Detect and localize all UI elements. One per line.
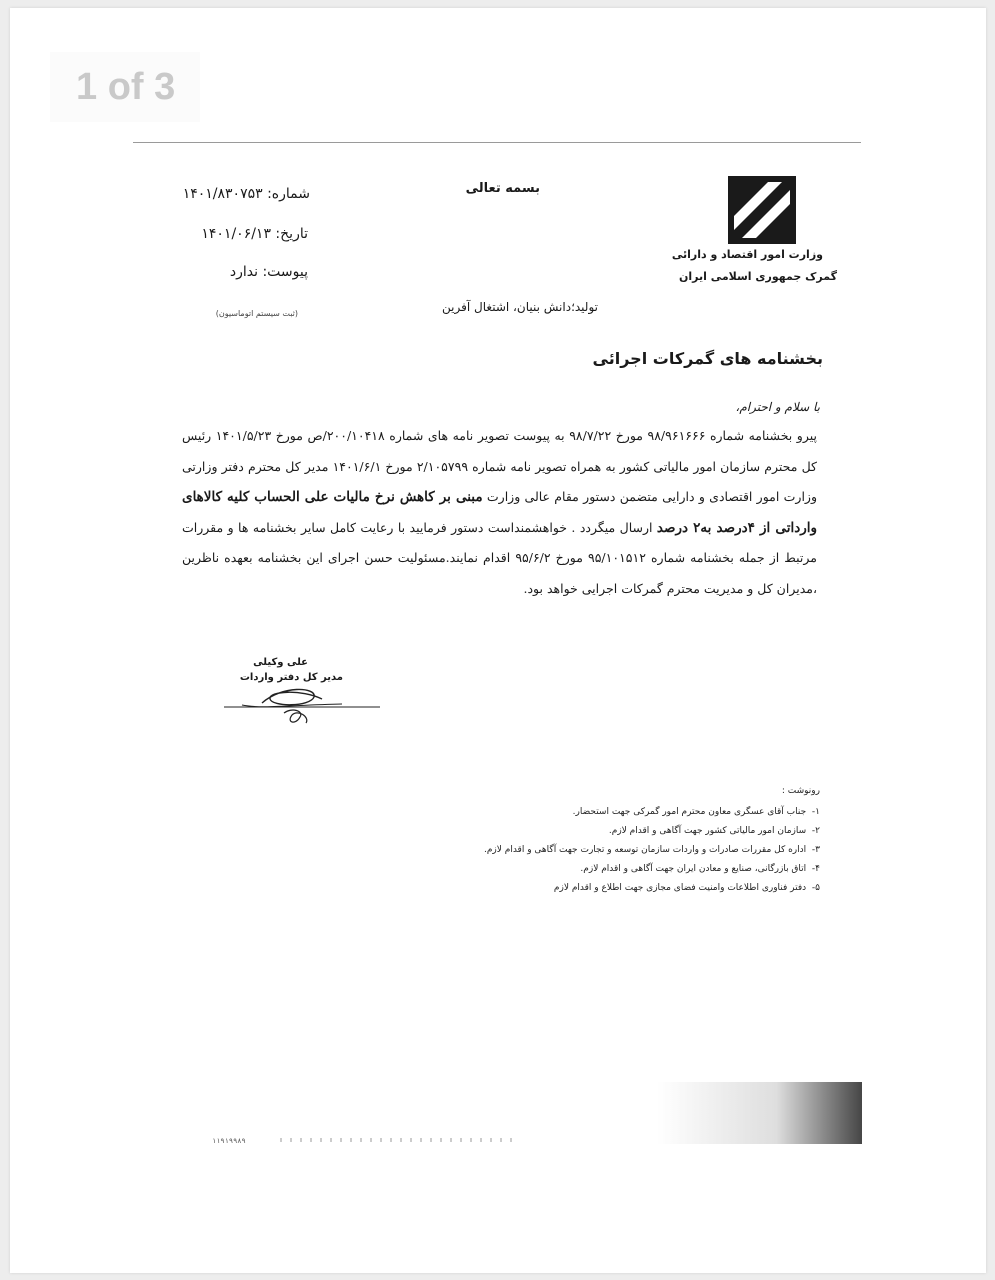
ministry-name: وزارت امور اقتصاد و دارائی <box>671 248 823 261</box>
cc-item: ۴- اتاق بازرگانی، صنایع و معادن ایران جهت آگاهی و اقدام لازم. <box>580 864 820 874</box>
letter-attachment-value: ندارد <box>229 264 258 280</box>
slogan: تولید؛دانش بنیان، اشتغال آفرین <box>442 300 598 314</box>
body-emphasis: مبنی بر کاهش نرخ مالیات علی الحساب کلیه کالاهای وارداتی از ۴درصد به۲ درصد <box>182 489 817 536</box>
footer-strip <box>280 1138 520 1142</box>
body-paragraph <box>182 421 817 604</box>
signatory-title: مدیر کل دفتر واردات <box>239 672 343 683</box>
cc-item: ۱- جناب آقای عسگری معاون محترم امور گمرکی جهت استحضار. <box>572 807 820 817</box>
cc-heading: رونوشت : <box>781 786 820 796</box>
body-text <box>182 421 817 604</box>
body-part-1: پیرو بخشنامه شماره ۹۸/۹۶۱۶۶۶ مورخ ۹۸/۷/۲۲ به پیوست تصویر نامه های شماره ۲۰۰/۱۰۴۱۸/ص مورخ ۱۴۰۱/۵/۲۳ رئیس کل محترم سازمان امور مالیاتی کشور به همراه تصویر نامه شماره ۲/۱۰۵۷۹۹ مورخ ۱۴۰۱/۶/۱ مدیر کل محترم دفتر وزارتی وزارت امور اقتصادی و دارایی متضمن دستور مقام عالی وزارت <box>182 428 817 504</box>
document-title: بخشنامه های گمرکات اجرائی <box>592 349 823 368</box>
cc-item: ۲- سازمان امور مالیاتی کشور جهت آگاهی و اقدام لازم. <box>608 826 820 836</box>
letter-number-value: ۱۴۰۱/۸۳۰۷۵۳ <box>182 186 263 202</box>
system-note: (ثبت سیستم اتوماسیون) <box>215 309 298 318</box>
letter-date-value: ۱۴۰۱/۰۶/۱۳ <box>201 226 271 242</box>
letter-date-label: تاریخ: <box>275 226 308 242</box>
footer-scan-shadow <box>520 1082 862 1144</box>
organization-name: گمرک جمهوری اسلامی ایران <box>678 270 837 283</box>
page-indicator: 1 of 3 <box>50 52 200 122</box>
cc-item: ۳- اداره کل مقررات صادرات و واردات سازمان توسعه و تجارت جهت آگاهی و اقدام لازم. <box>483 845 820 855</box>
signatory-name: علی وکیلی <box>253 657 308 668</box>
invocation: بسمه تعالی <box>465 181 540 196</box>
salutation: با سلام و احترام، <box>735 400 820 414</box>
letter-number <box>183 186 310 202</box>
letter-attachment <box>230 264 308 280</box>
letter-attachment-label: پیوست: <box>262 264 308 280</box>
letter-number-label: شماره: <box>267 186 310 202</box>
footer-code: ۱۱۹۱۹۹۸۹ <box>212 1137 246 1145</box>
customs-logo-icon <box>728 176 796 244</box>
cc-item: ۵- دفتر فناوری اطلاعات وامنیت فضای مجازی جهت اطلاع و اقدام لازم <box>553 883 820 893</box>
cc-list <box>400 782 820 898</box>
top-divider <box>133 142 861 143</box>
letter-date <box>201 226 308 242</box>
body-part-2: ارسال میگردد . خواهشمنداست دستور فرمایید با رعایت کامل سایر بخشنامه ها و مقررات مرتبط از جمله بخشنامه شماره ۹۵/۱۰۱۵۱۲ مورخ ۹۵/۶/۲ اقدام نمایند.مسئولیت حسن اجرای این بخشنامه بعهده ناظرین ،مدیران کل و مدیریت محترم گمرکات اجرایی خواهد بود. <box>182 519 817 596</box>
signature-icon <box>222 655 382 735</box>
